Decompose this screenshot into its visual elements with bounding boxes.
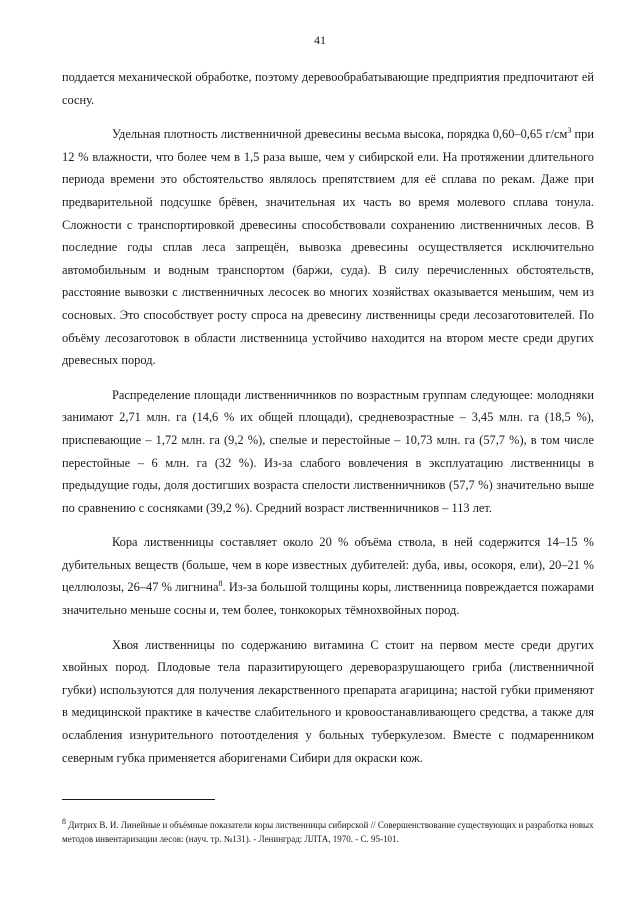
paragraph-density-part2: при 12 % влажности, что более чем в 1,5 раза выше, чем у сибирской ели. На протяжении длительного периода времени это обстоятельство являлось препятствием для её сплава по рекам. Даже при предварительной подсушке брёвен, значительная их часть во время молевого сплава тонула. Сложности с транспортировкой древесины способствовали сохранению лиственничных лесов. В последние годы сплав леса запрещён, вывозка древесины осуществляется исключительно автомобильным и водным транспортом (баржи, суда). В силу перечисленных обстоятельств, расстояние вывозки с лиственничных лесосек во многих хозяйствах оказывается меньшим, чем из сосновых. Это способствует росту спроса на древесину лиственницы среди лесозаготовителей. По объёму лесозаготовок в области лиственница устойчиво находится на втором месте среди других древесных пород. bbox=[62, 127, 594, 368]
paragraph-bark-part1: Кора лиственницы составляет около 20 % объёма ствола, в ней содержится 14–15 % дубительных веществ (больше, чем в коре известных дубителей: дуба, ивы, осокоря, ели), 20–21 % целлюлозы, 26–47 % лигнина bbox=[62, 535, 594, 595]
paragraph-needles: Хвоя лиственницы по содержанию витамина С стоит на первом месте среди других хвойных пород. Плодовые тела паразитирующего дереворазрушающего гриба (лиственничной губки) используются для получения лекарственного препарата агарицина; настой губки применяют в медицинской практике в качестве слабительного и кровоостанавливающего средства, а также для ослабления изнурительного потоотделения у больных туберкулезом. Вместе с подмаренником северным губка применяется аборигенами Сибири для окраски кож. bbox=[62, 637, 594, 765]
paragraph-continuation: поддается механической обработке, поэтому деревообрабатывающие предприятия предпочитают ей сосну. bbox=[62, 70, 594, 107]
paragraph-density-part1: Удельная плотность лиственничной древесины весьма высока, порядка 0,60–0,65 г/см bbox=[112, 127, 568, 142]
footnote-mark: 8 bbox=[62, 817, 66, 826]
paragraph-bark-part2: . Из-за большой толщины коры, лиственница повреждается пожарами значительно меньше сосны и, тем более, тонкокорых тёмнохвойных пород. bbox=[62, 580, 594, 618]
superscript-cubic: 3 bbox=[567, 126, 572, 136]
footnote bbox=[62, 818, 594, 846]
footnote-text: Дитрих В. И. Линейные и объёмные показатели коры лиственницы сибирской // Совершенствование существующих и разработка новых методов инвентаризации лесов: (науч. тр. №131). - Ленинград: ЛЛТА, 1970. - С. 95-101. bbox=[62, 820, 594, 844]
paragraph-age-groups: Распределение площади лиственничников по возрастным группам следующее: молодняки занимают 2,71 млн. га (14,6 % их общей площади), средневозрастные – 3,45 млн. га (18,5 %), приспевающие – 1,72 млн. га (9,2 %), спелые и перестойные – 10,73 млн. га (57,7 %), в том числе перестойные – 6 млн. га (32 %). Из-за слабого вовлечения в эксплуатацию лиственницы в предыдущие годы, доля достигших возраста спелости лиственничников (57,7 %) значительно выше по сравнению с сосняками (39,2 %). Средний возраст лиственничников – 113 лет. bbox=[62, 387, 594, 515]
page-number: 41 bbox=[314, 33, 326, 47]
body-text bbox=[62, 66, 594, 781]
footnote-divider bbox=[62, 799, 215, 800]
paragraph-density bbox=[62, 123, 594, 372]
paragraph-bark bbox=[62, 531, 594, 621]
footnote-reference[interactable]: 8 bbox=[218, 579, 223, 589]
